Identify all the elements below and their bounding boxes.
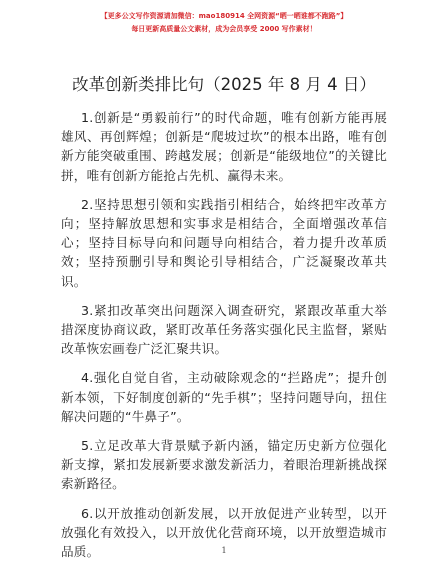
page-number: 1 bbox=[221, 546, 227, 555]
promo-banner-line-1: 【更多公文写作资源请加微信：mao180914 全网资源“晒一晒谁都不跑路”】 bbox=[100, 12, 348, 20]
paragraph-4: 4.强化自觉自省，主动破除观念的“拦路虎”；提升创新本领，下好制度创新的“先手棋”；坚持问题导向，扭住解决问题的“牛鼻子”。 bbox=[61, 370, 387, 424]
promo-banner-line-2: 每日更新高质量公文素材，成为会员享受 2000 写作素材！ bbox=[131, 25, 317, 33]
paragraph-2: 2.坚持思想引领和实践指引相结合，始终把牢改革方向；坚持解放思想和实事求是相结合，全面增强改革信心；坚持目标导向和问题导向相结合，着力提升改革质效；坚持预删引导和舆论引导相结合，广泛凝聚改革共识。 bbox=[61, 196, 387, 289]
paragraph-3: 3.紧扣改革突出问题深入调查研究，紧跟改革重大举措深度协商议政，紧盯改革任务落实强化民主监督，紧贴改革恢宏画卷广泛汇聚共识。 bbox=[61, 302, 387, 357]
document-title: 改革创新类排比句（2025 年 8 月 4 日） bbox=[72, 75, 376, 94]
paragraph-6: 6.以开放推动创新发展，以开放促进产业转型，以开放强化有效投入，以开放优化营商环境，以开放塑造城市品质。 bbox=[61, 505, 387, 560]
document-body bbox=[61, 108, 387, 571]
paragraph-1: 1.创新是“勇毅前行”的时代命题，唯有创新方能再展雄风、再创辉煌；创新是“爬坡过坎”的根本出路，唯有创新方能突破重围、跨越发展；创新是“能级地位”的关键比拼，唯有创新方能抢占先机、赢得未来。 bbox=[61, 110, 387, 183]
paragraph-5: 5.立足改革大背景赋予新内涵，锚定历史新方位强化新支撑，紧扣发展新要求激发新活力，着眼治理新挑战探索新路径。 bbox=[61, 438, 387, 492]
